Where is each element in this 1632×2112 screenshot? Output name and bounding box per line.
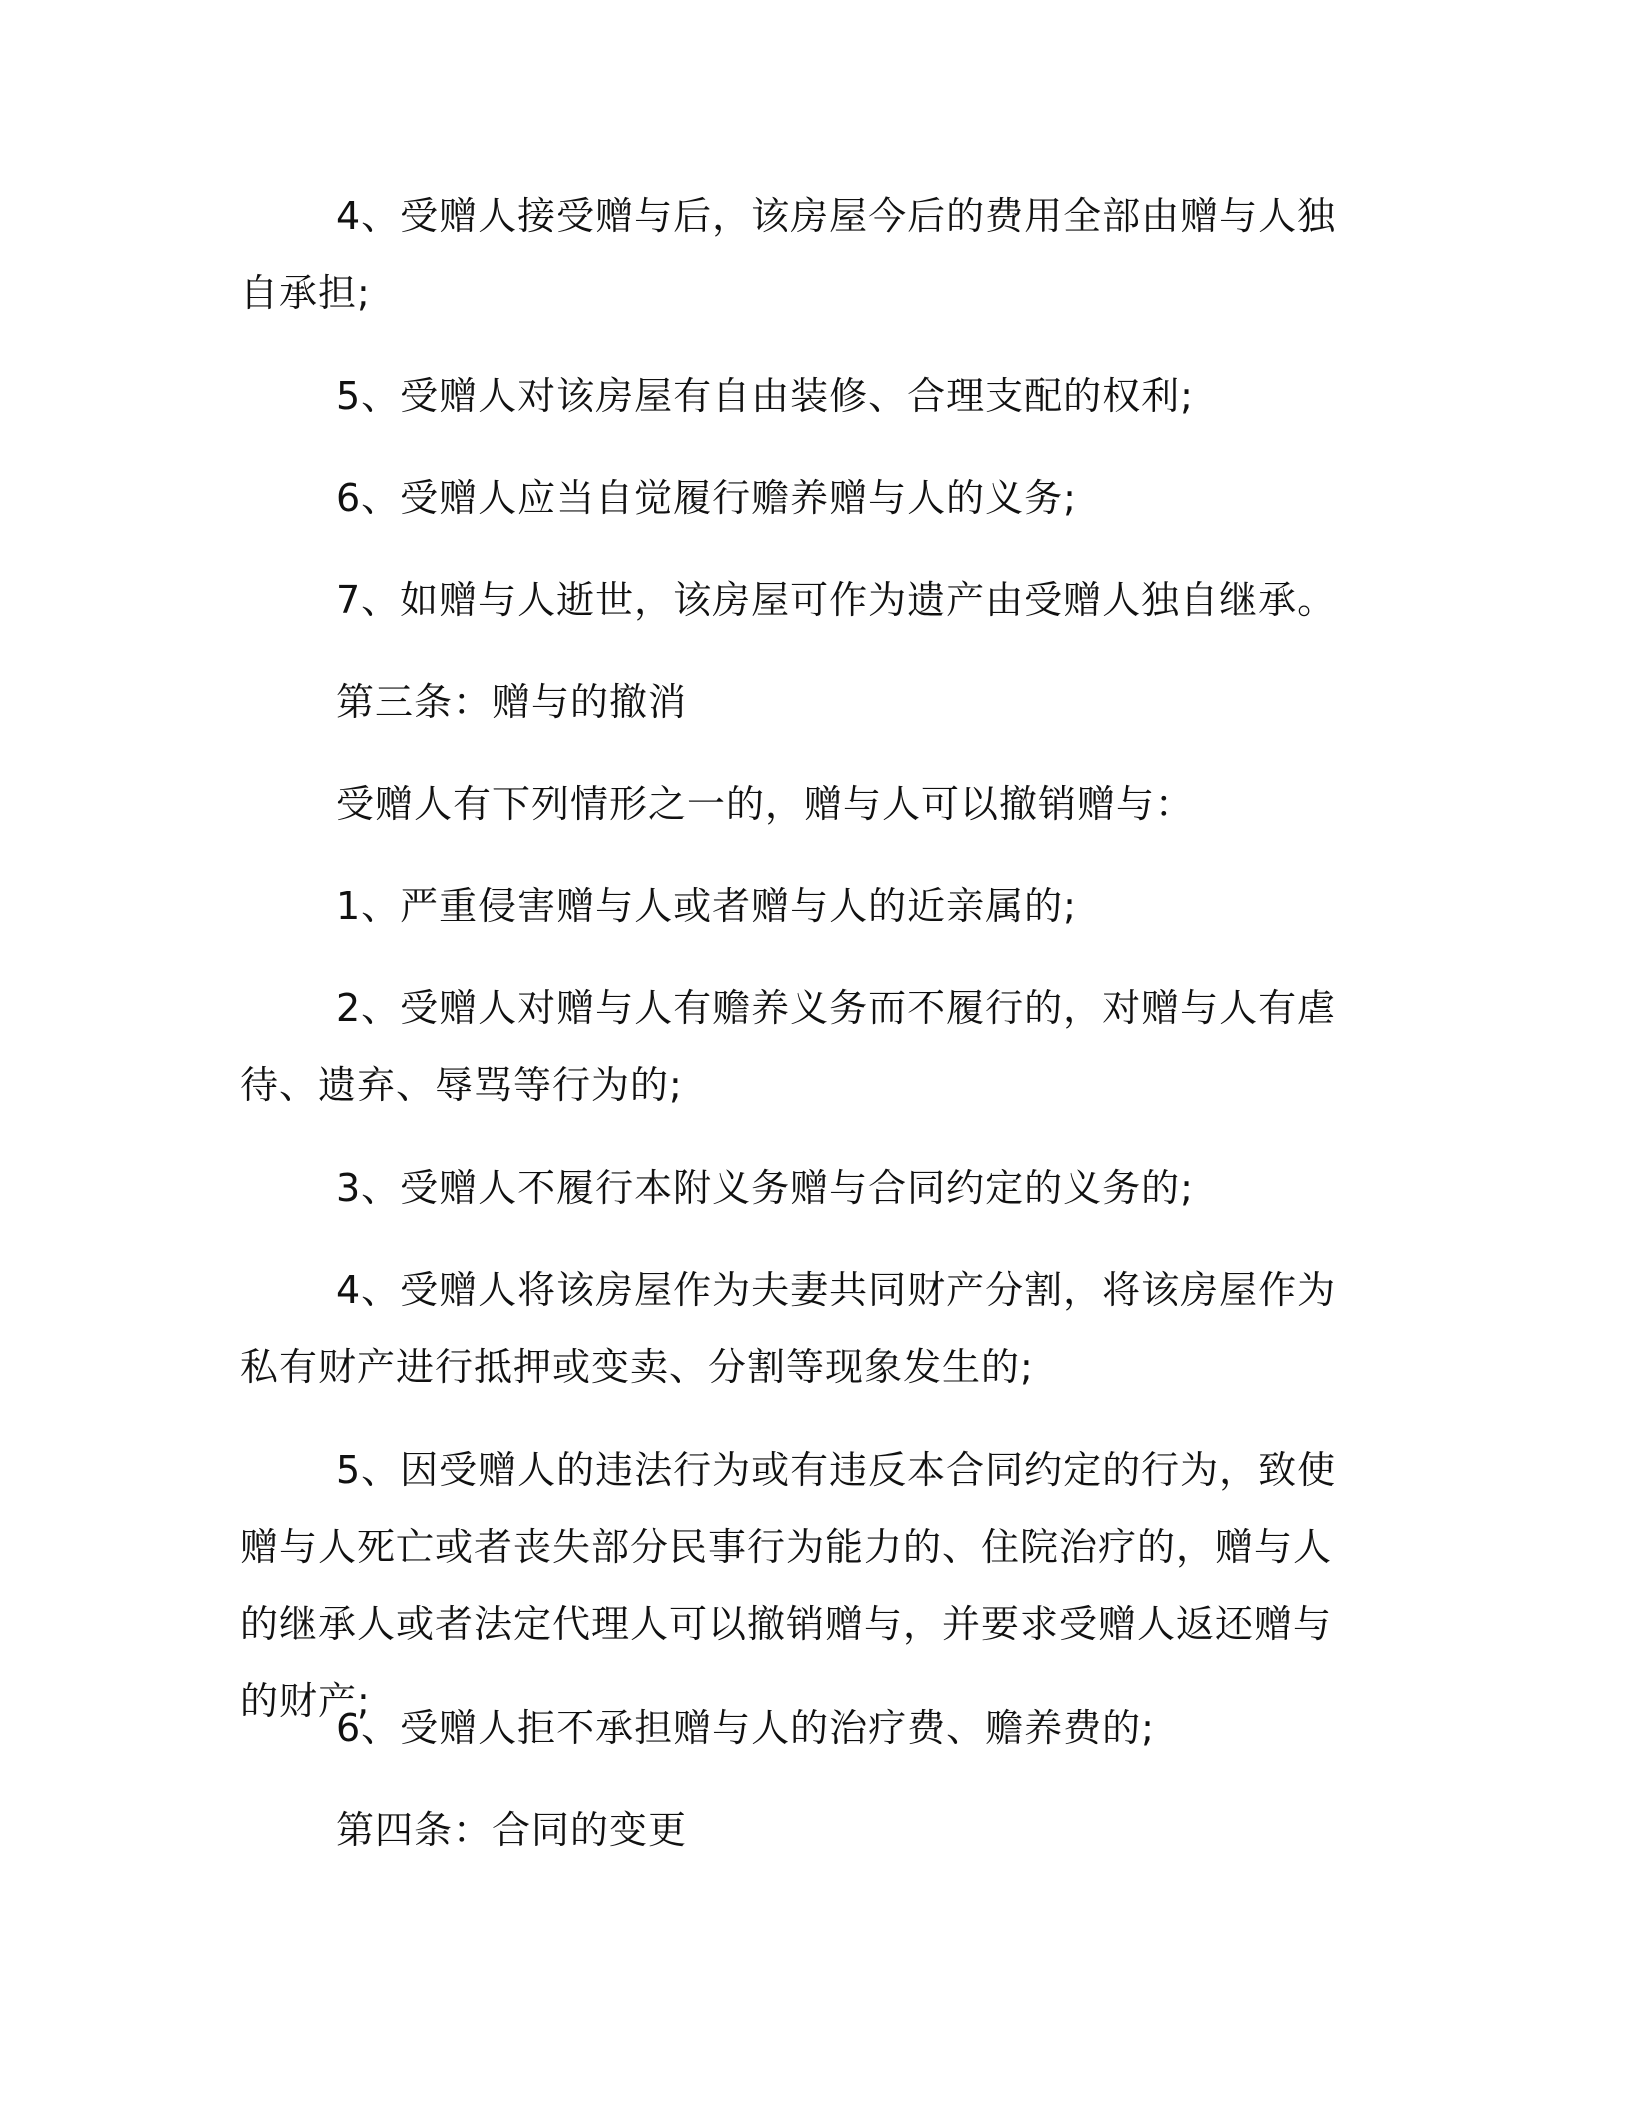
- clause-3-item-1: 1、严重侵害赠与人或者赠与人的近亲属的;: [336, 884, 1077, 928]
- clause-3-item-3: 3、受赠人不履行本附义务赠与合同约定的义务的;: [336, 1166, 1194, 1210]
- clause-3-item-5: 5、因受赠人的违法行为或有违反本合同约定的行为，致使赠与人死亡或者丧失部分民事行为能力的、住院治疗的，赠与人的继承人或者法定代理人可以撤销赠与，并要求受赠人返还赠与的财产;: [240, 1448, 1337, 1723]
- clause-3-heading: 第三条：赠与的撤消: [336, 680, 688, 724]
- clause-4-heading: 第四条：合同的变更: [336, 1808, 688, 1852]
- clause-3-intro: 受赠人有下列情形之一的，赠与人可以撤销赠与：: [336, 782, 1195, 826]
- clause-3-item-2: 2、受赠人对赠与人有赡养义务而不履行的，对赠与人有虐待、遗弃、辱骂等行为的;: [240, 986, 1337, 1107]
- clause-3-item-6: 6、受赠人拒不承担赠与人的治疗费、赡养费的;: [336, 1706, 1155, 1750]
- clause-3-item-4: 4、受赠人将该房屋作为夫妻共同财产分割，将该房屋作为私有财产进行抵押或变卖、分割等现象发生的;: [240, 1268, 1337, 1389]
- clause-2-item-5: 5、受赠人对该房屋有自由装修、合理支配的权利;: [336, 374, 1194, 418]
- clause-2-item-7: 7、如赠与人逝世，该房屋可作为遗产由受赠人独自继承。: [336, 578, 1337, 622]
- clause-2-item-6: 6、受赠人应当自觉履行赡养赠与人的义务;: [336, 476, 1077, 520]
- clause-2-item-4: 4、受赠人接受赠与后，该房屋今后的费用全部由赠与人独自承担;: [240, 194, 1337, 315]
